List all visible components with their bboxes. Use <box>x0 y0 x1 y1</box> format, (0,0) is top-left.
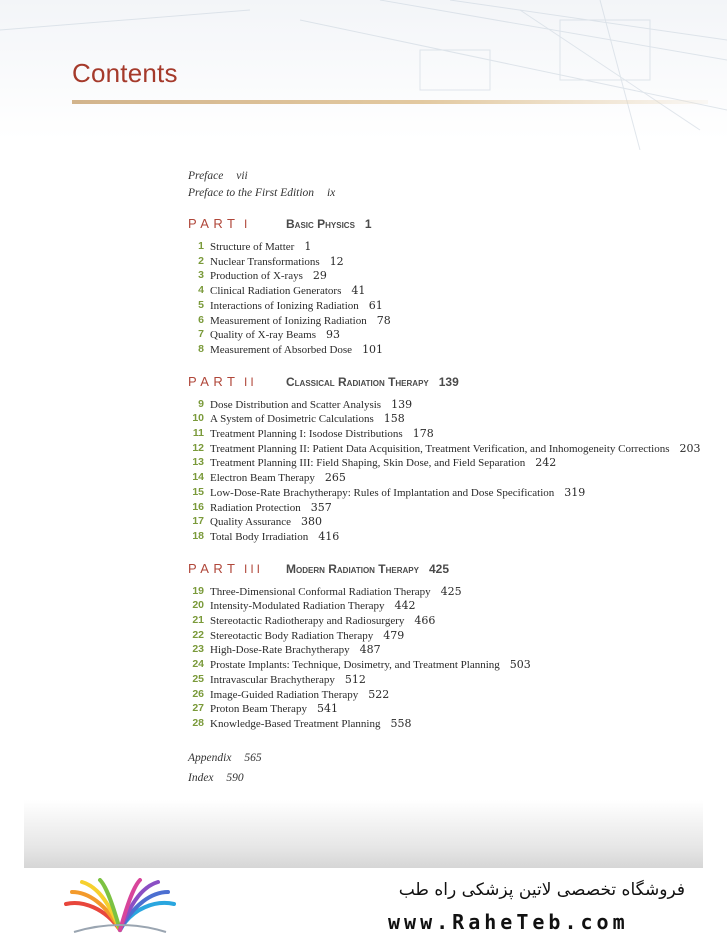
chapter-number: 7 <box>198 328 204 341</box>
chapter-number: 3 <box>198 269 204 282</box>
chapter-page: 503 <box>509 658 531 672</box>
part-heading[interactable] <box>188 374 708 394</box>
store-name-persian: فروشگاه تخصصی لاتین پزشکی راه طب <box>398 880 685 900</box>
chapter-title: Three-Dimensional Conformal Radiation Therapy <box>210 585 431 598</box>
chapter-number: 26 <box>192 687 204 700</box>
chapter-page: 512 <box>344 672 366 686</box>
chapter-number: 4 <box>198 284 204 297</box>
chapter-page: 319 <box>564 485 586 499</box>
chapter-title: High-Dose-Rate Brachytherapy <box>210 644 350 657</box>
chapter-page: 203 <box>679 441 701 455</box>
chapter-entry[interactable] <box>188 702 708 717</box>
chapter-entry[interactable] <box>188 629 708 644</box>
chapter-number: 17 <box>192 515 204 528</box>
chapter-page: 466 <box>414 614 436 628</box>
chapter-number: 23 <box>192 643 204 656</box>
back-matter <box>188 748 708 788</box>
chapter-entry[interactable] <box>188 658 708 673</box>
front-matter <box>188 168 708 202</box>
store-banner <box>0 868 727 942</box>
chapter-title: Treatment Planning I: Isodose Distributions <box>210 428 403 441</box>
part-label: PART <box>188 560 240 576</box>
chapter-entry[interactable] <box>188 717 708 732</box>
chapter-entry[interactable] <box>188 688 708 703</box>
chapter-page: 541 <box>316 702 338 716</box>
chapter-number: 27 <box>192 702 204 715</box>
chapter-page: 522 <box>368 687 390 701</box>
chapter-page: 101 <box>362 342 384 356</box>
chapter-number: 25 <box>192 672 204 685</box>
chapter-entry[interactable] <box>188 599 708 614</box>
chapter-page: 487 <box>359 643 381 657</box>
chapter-title: Dose Distribution and Scatter Analysis <box>210 398 382 411</box>
chapter-page: 61 <box>368 298 383 312</box>
part-page-number: 425 <box>428 561 449 576</box>
chapter-title: Electron Beam Therapy <box>210 472 315 485</box>
bottom-fade <box>24 800 703 868</box>
page-title: Contents <box>72 58 178 88</box>
part-numeral: I <box>244 217 251 231</box>
title-underline-rule <box>72 100 708 104</box>
chapter-entry[interactable] <box>188 643 708 658</box>
back-matter-page: 565 <box>244 751 262 764</box>
parts-container <box>188 216 708 732</box>
chapter-number: 12 <box>192 441 204 454</box>
front-matter-page: ix <box>326 187 336 199</box>
chapter-number: 2 <box>198 254 204 267</box>
chapter-entry[interactable] <box>188 328 708 343</box>
part-label: PART <box>188 216 240 231</box>
chapter-title: Quality of X-ray Beams <box>210 329 316 342</box>
chapter-title: Intravascular Brachytherapy <box>210 673 335 686</box>
part-heading[interactable] <box>188 216 708 236</box>
back-matter-label: Appendix <box>188 751 232 764</box>
chapter-title: Total Body Irradiation <box>210 530 309 543</box>
part-title: Basic Physics <box>286 217 355 231</box>
chapter-number: 28 <box>192 716 204 729</box>
chapter-page: 139 <box>391 397 413 411</box>
chapter-number: 16 <box>192 500 204 513</box>
chapter-title: Treatment Planning II: Patient Data Acquisition, Treatment Verification, and Inhomogeneity Corrections <box>210 442 670 455</box>
chapter-page: 479 <box>383 628 405 642</box>
part-label: PART <box>188 373 240 389</box>
part-page-number: 139 <box>438 374 459 389</box>
chapter-page: 93 <box>326 328 340 342</box>
chapter-title: Low-Dose-Rate Brachytherapy: Rules of Implantation and Dose Specification <box>210 486 555 499</box>
chapter-title: Stereotactic Body Radiation Therapy <box>210 629 374 642</box>
back-matter-page: 590 <box>226 771 244 784</box>
chapter-list <box>188 398 708 545</box>
chapter-title: Intensity-Modulated Radiation Therapy <box>210 600 385 613</box>
chapter-entry[interactable] <box>188 255 708 270</box>
front-matter-entry[interactable] <box>188 185 708 202</box>
chapter-page: 158 <box>383 412 405 426</box>
chapter-page: 78 <box>376 313 391 327</box>
chapter-number: 24 <box>192 658 204 671</box>
chapter-title: Proton Beam Therapy <box>210 703 307 716</box>
chapter-title: A System of Dosimetric Calculations <box>210 413 374 426</box>
chapter-entry[interactable] <box>188 486 708 501</box>
chapter-page: 265 <box>324 471 346 485</box>
chapter-page: 178 <box>412 427 434 441</box>
back-matter-entry[interactable] <box>188 768 708 788</box>
chapter-title: Measurement of Absorbed Dose <box>210 343 353 356</box>
chapter-title: Prostate Implants: Technique, Dosimetry, and Treatment Planning <box>210 659 500 672</box>
chapter-page: 442 <box>394 599 416 613</box>
part-title: Modern Radiation Therapy <box>286 561 419 576</box>
chapter-entry[interactable] <box>188 530 708 545</box>
chapter-number: 6 <box>198 313 204 326</box>
chapter-number: 13 <box>192 456 204 469</box>
chapter-entry[interactable] <box>188 269 708 284</box>
chapter-entry[interactable] <box>188 515 708 530</box>
chapter-number: 19 <box>192 584 204 597</box>
chapter-title: Treatment Planning III: Field Shaping, Skin Dose, and Field Separation <box>210 457 526 470</box>
chapter-title: Measurement of Ionizing Radiation <box>210 314 367 327</box>
chapter-page: 425 <box>440 584 462 598</box>
chapter-title: Radiation Protection <box>210 501 301 514</box>
part-heading[interactable] <box>188 561 708 581</box>
table-of-contents <box>188 168 708 788</box>
chapter-page: 357 <box>310 500 332 514</box>
open-book-icon <box>60 878 180 938</box>
chapter-title: Quality Assurance <box>210 516 291 529</box>
front-matter-entry[interactable] <box>188 168 708 185</box>
part-numeral: III <box>244 561 264 576</box>
part-section <box>188 561 708 732</box>
chapter-number: 15 <box>192 485 204 498</box>
front-matter-label: Preface <box>188 170 224 182</box>
chapter-title: Image-Guided Radiation Therapy <box>210 688 359 701</box>
chapter-number: 9 <box>198 397 204 410</box>
back-matter-label: Index <box>188 771 214 784</box>
chapter-title: Production of X-rays <box>210 270 303 283</box>
store-url[interactable]: www.RaheTeb.com <box>388 910 629 934</box>
chapter-entry[interactable] <box>188 240 708 255</box>
chapter-page: 41 <box>351 284 366 298</box>
chapter-entry[interactable] <box>188 314 708 329</box>
chapter-entry[interactable] <box>188 501 708 516</box>
chapter-number: 20 <box>192 599 204 612</box>
chapter-title: Structure of Matter <box>210 241 295 253</box>
chapter-entry[interactable] <box>188 614 708 629</box>
chapter-number: 11 <box>192 427 204 440</box>
chapter-entry[interactable] <box>188 398 708 413</box>
chapter-number: 5 <box>198 298 204 311</box>
chapter-number: 10 <box>192 412 204 425</box>
chapter-list <box>188 585 708 732</box>
chapter-number: 14 <box>192 471 204 484</box>
chapter-entry[interactable] <box>188 673 708 688</box>
back-matter-entry[interactable] <box>188 748 708 768</box>
part-title: Classical Radiation Therapy <box>286 374 429 389</box>
chapter-page: 380 <box>300 515 322 529</box>
chapter-number: 21 <box>192 614 204 627</box>
chapter-number: 22 <box>192 628 204 641</box>
chapter-entry[interactable] <box>188 343 708 358</box>
chapter-entry[interactable] <box>188 299 708 314</box>
chapter-page: 29 <box>312 269 327 283</box>
front-matter-page: vii <box>236 170 248 182</box>
chapter-page: 1 <box>304 240 312 253</box>
part-section <box>188 374 708 545</box>
chapter-entry[interactable] <box>188 471 708 486</box>
chapter-title: Stereotactic Radiotherapy and Radiosurgery <box>210 615 405 628</box>
chapter-entry[interactable] <box>188 585 708 600</box>
chapter-entry[interactable] <box>188 442 708 457</box>
chapter-number: 1 <box>198 240 204 252</box>
chapter-entry[interactable] <box>188 412 708 427</box>
chapter-page: 12 <box>329 254 344 268</box>
chapter-title: Clinical Radiation Generators <box>210 285 342 298</box>
chapter-page: 242 <box>535 456 557 470</box>
chapter-entry[interactable] <box>188 427 708 442</box>
chapter-entry[interactable] <box>188 284 708 299</box>
chapter-title: Interactions of Ionizing Radiation <box>210 299 359 312</box>
part-numeral: II <box>244 374 257 389</box>
chapter-number: 8 <box>198 342 204 355</box>
chapter-page: 416 <box>318 529 340 543</box>
part-page-number: 1 <box>364 217 372 231</box>
chapter-list <box>188 240 708 358</box>
chapter-number: 18 <box>192 529 204 542</box>
chapter-page: 558 <box>390 716 412 730</box>
chapter-title: Nuclear Transformations <box>210 255 320 268</box>
chapter-title: Knowledge-Based Treatment Planning <box>210 717 381 730</box>
part-section <box>188 216 708 358</box>
front-matter-label: Preface to the First Edition <box>188 187 315 199</box>
chapter-entry[interactable] <box>188 456 708 471</box>
